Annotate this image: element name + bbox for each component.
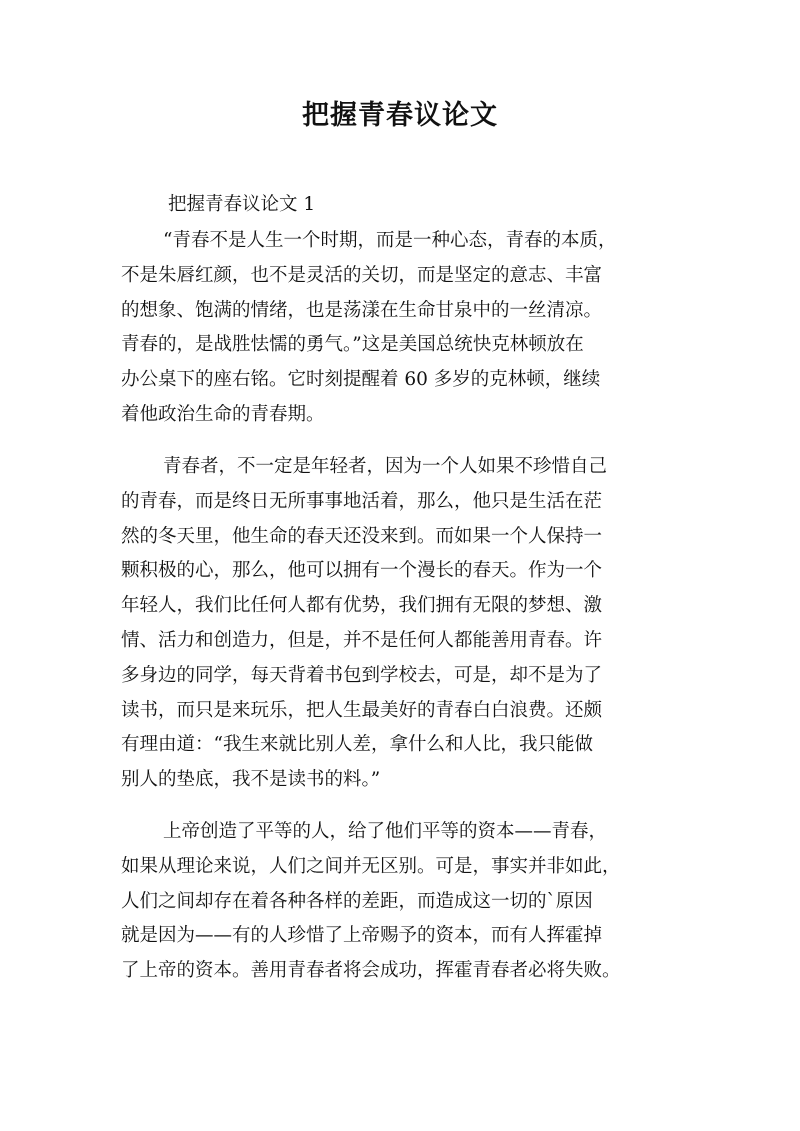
paragraph-line: 别人的垫底，我不是读书的料。” [121, 769, 381, 791]
paragraph-line: 就是因为——有的人珍惜了上帝赐予的资本，而有人挥霍掉 [121, 925, 603, 947]
paragraph-1 [121, 224, 701, 433]
paragraph-3 [121, 815, 701, 989]
paragraph-line: 上帝创造了平等的人，给了他们平等的资本——青春， [163, 821, 608, 842]
document-title: 把握青春议论文 [302, 100, 498, 131]
paragraph-line: 了上帝的资本。善用青春者将会成功，挥霍青春者必将失败。 [121, 960, 621, 982]
paragraph-line: 的想象、饱满的情绪，也是荡漾在生命甘泉中的一丝清凉。 [121, 299, 603, 321]
paragraph-line: 年轻人，我们比任何人都有优势，我们拥有无限的梦想、激 [121, 595, 603, 617]
paragraph-line: 有理由道：“我生来就比别人差，拿什么和人比，我只能做 [121, 734, 593, 756]
paragraph-line: 多身边的同学，每天背着书包到学校去，可是，却不是为了 [121, 664, 603, 686]
paragraph-line: 青春的，是战胜怯懦的勇气。”这是美国总统快克林顿放在 [121, 334, 584, 356]
paragraph-line: 办公桌下的座右铭。它时刻提醒着 60 多岁的克林顿，继续 [121, 369, 601, 391]
paragraph-line: 情、活力和创造力，但是，并不是任何人都能善用青春。许 [121, 629, 603, 651]
paragraph-line: 颗积极的心，那么，他可以拥有一个漫长的春天。作为一个 [121, 560, 603, 582]
document-subheading: 把握青春议论文 1 [168, 194, 316, 215]
paragraph-line: 人们之间却存在着各种各样的差距，而造成这一切的`原因 [121, 890, 593, 912]
paragraph-line: 的青春，而是终日无所事事地活着，那么，他只是生活在茫 [121, 490, 603, 512]
paragraph-line: “青春不是人生一个时期，而是一种心态，青春的本质， [163, 230, 617, 251]
paragraph-line: 青春者，不一定是年轻者，因为一个人如果不珍惜自己 [163, 456, 608, 477]
paragraph-line: 如果从理论来说，人们之间并无区别。可是，事实并非如此， [121, 855, 621, 877]
paragraph-line: 不是朱唇红颜，也不是灵活的关切，而是坚定的意志、丰富 [121, 264, 603, 286]
paragraph-line: 着他政治生命的青春期。 [121, 403, 325, 425]
paragraph-line: 然的冬天里，他生命的春天还没来到。而如果一个人保持一 [121, 525, 603, 547]
paragraph-2 [121, 450, 701, 798]
paragraph-line: 读书，而只是来玩乐，把人生最美好的青春白白浪费。还颇 [121, 699, 603, 721]
